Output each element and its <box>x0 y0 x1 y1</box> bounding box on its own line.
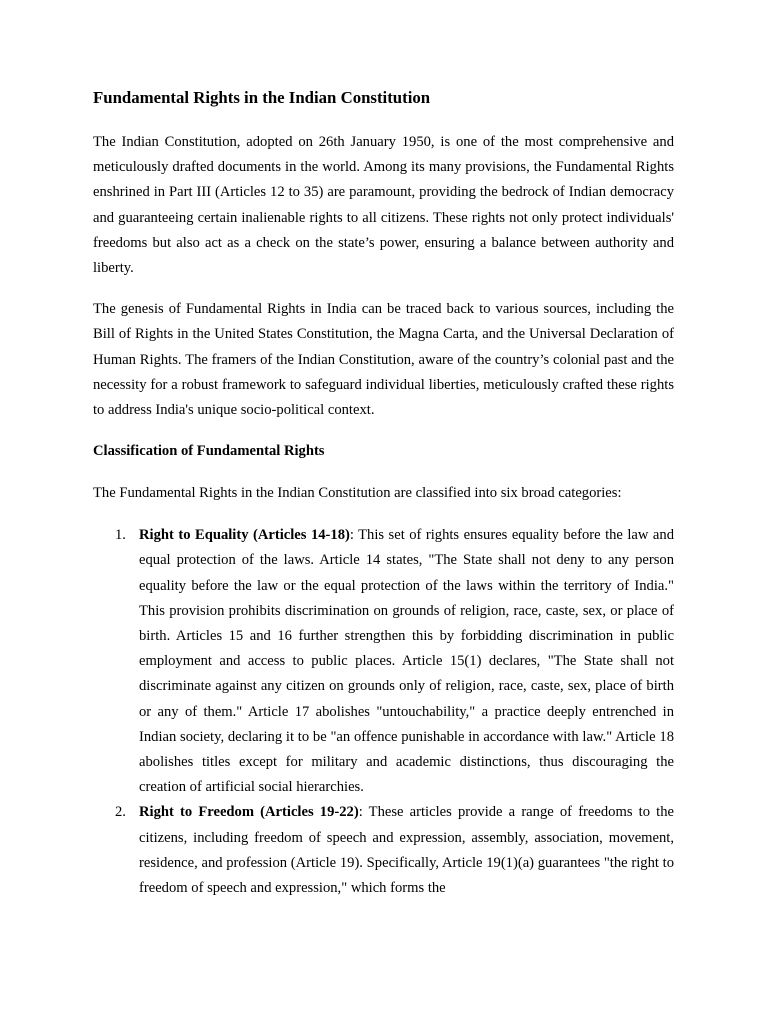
document-title: Fundamental Rights in the Indian Constitution <box>93 88 431 107</box>
list-item-text: : These articles provide a range of freedoms to the citizens, including freedom of speech and expression, assembly, association, movement, residence, and profession (Article 19). Specifically, Article 19(1)(a) guarantees "the right to freedom of speech and expression," which forms the <box>139 804 674 897</box>
paragraph: The genesis of Fundamental Rights in India can be traced back to various sources, including the Bill of Rights in the United States Constitution, the Magna Carta, and the Universal Declaration of Human Rights. The framers of the Indian Constitution, aware of the country’s colonial past and the necessity for a robust framework to safeguard individual liberties, meticulously crafted these rights to address India's unique socio-political context. <box>93 301 674 419</box>
document-page <box>93 86 674 901</box>
section-intro: The Fundamental Rights in the Indian Constitution are classified into six broad categories: <box>93 485 622 502</box>
list-item-number: 1. <box>115 527 126 544</box>
paragraph: The Indian Constitution, adopted on 26th January 1950, is one of the most comprehensive and meticulously drafted documents in the world. Among its many provisions, the Fundamental Rights enshrined in Part III (Articles 12 to 35) are paramount, providing the bedrock of Indian democracy and guaranteeing certain inalienable rights to all citizens. These rights not only protect individuals' freedoms but also act as a check on the state’s power, ensuring a balance between authority and liberty. <box>93 134 674 277</box>
list-item-heading: Right to Freedom (Articles 19-22) <box>139 804 359 821</box>
section-heading: Classification of Fundamental Rights <box>93 443 325 460</box>
list-item-number: 2. <box>115 804 126 821</box>
rights-list <box>93 523 674 901</box>
list-item <box>93 800 674 901</box>
list-item <box>93 523 674 800</box>
list-item-text: : This set of rights ensures equality before the law and equal protection of the laws. Article 14 states, "The State shall not deny to any person equality before the law or the equal protection of the laws within the territory of India." This provision prohibits discrimination on grounds of religion, race, caste, sex, or place of birth. Articles 15 and 16 further strengthen this by forbidding discrimination in public employment and access to public places. Article 15(1) declares, "The State shall not discriminate against any citizen on grounds only of religion, race, caste, sex, place of birth or any of them." Article 17 abolishes "untouchability," a practice deeply entrenched in Indian society, declaring it to be "an offence punishable in accordance with law." Article 18 abolishes titles except for military and academic distinctions, thus discouraging the creation of artificial social hierarchies. <box>139 527 674 796</box>
list-item-heading: Right to Equality (Articles 14-18) <box>139 527 350 544</box>
